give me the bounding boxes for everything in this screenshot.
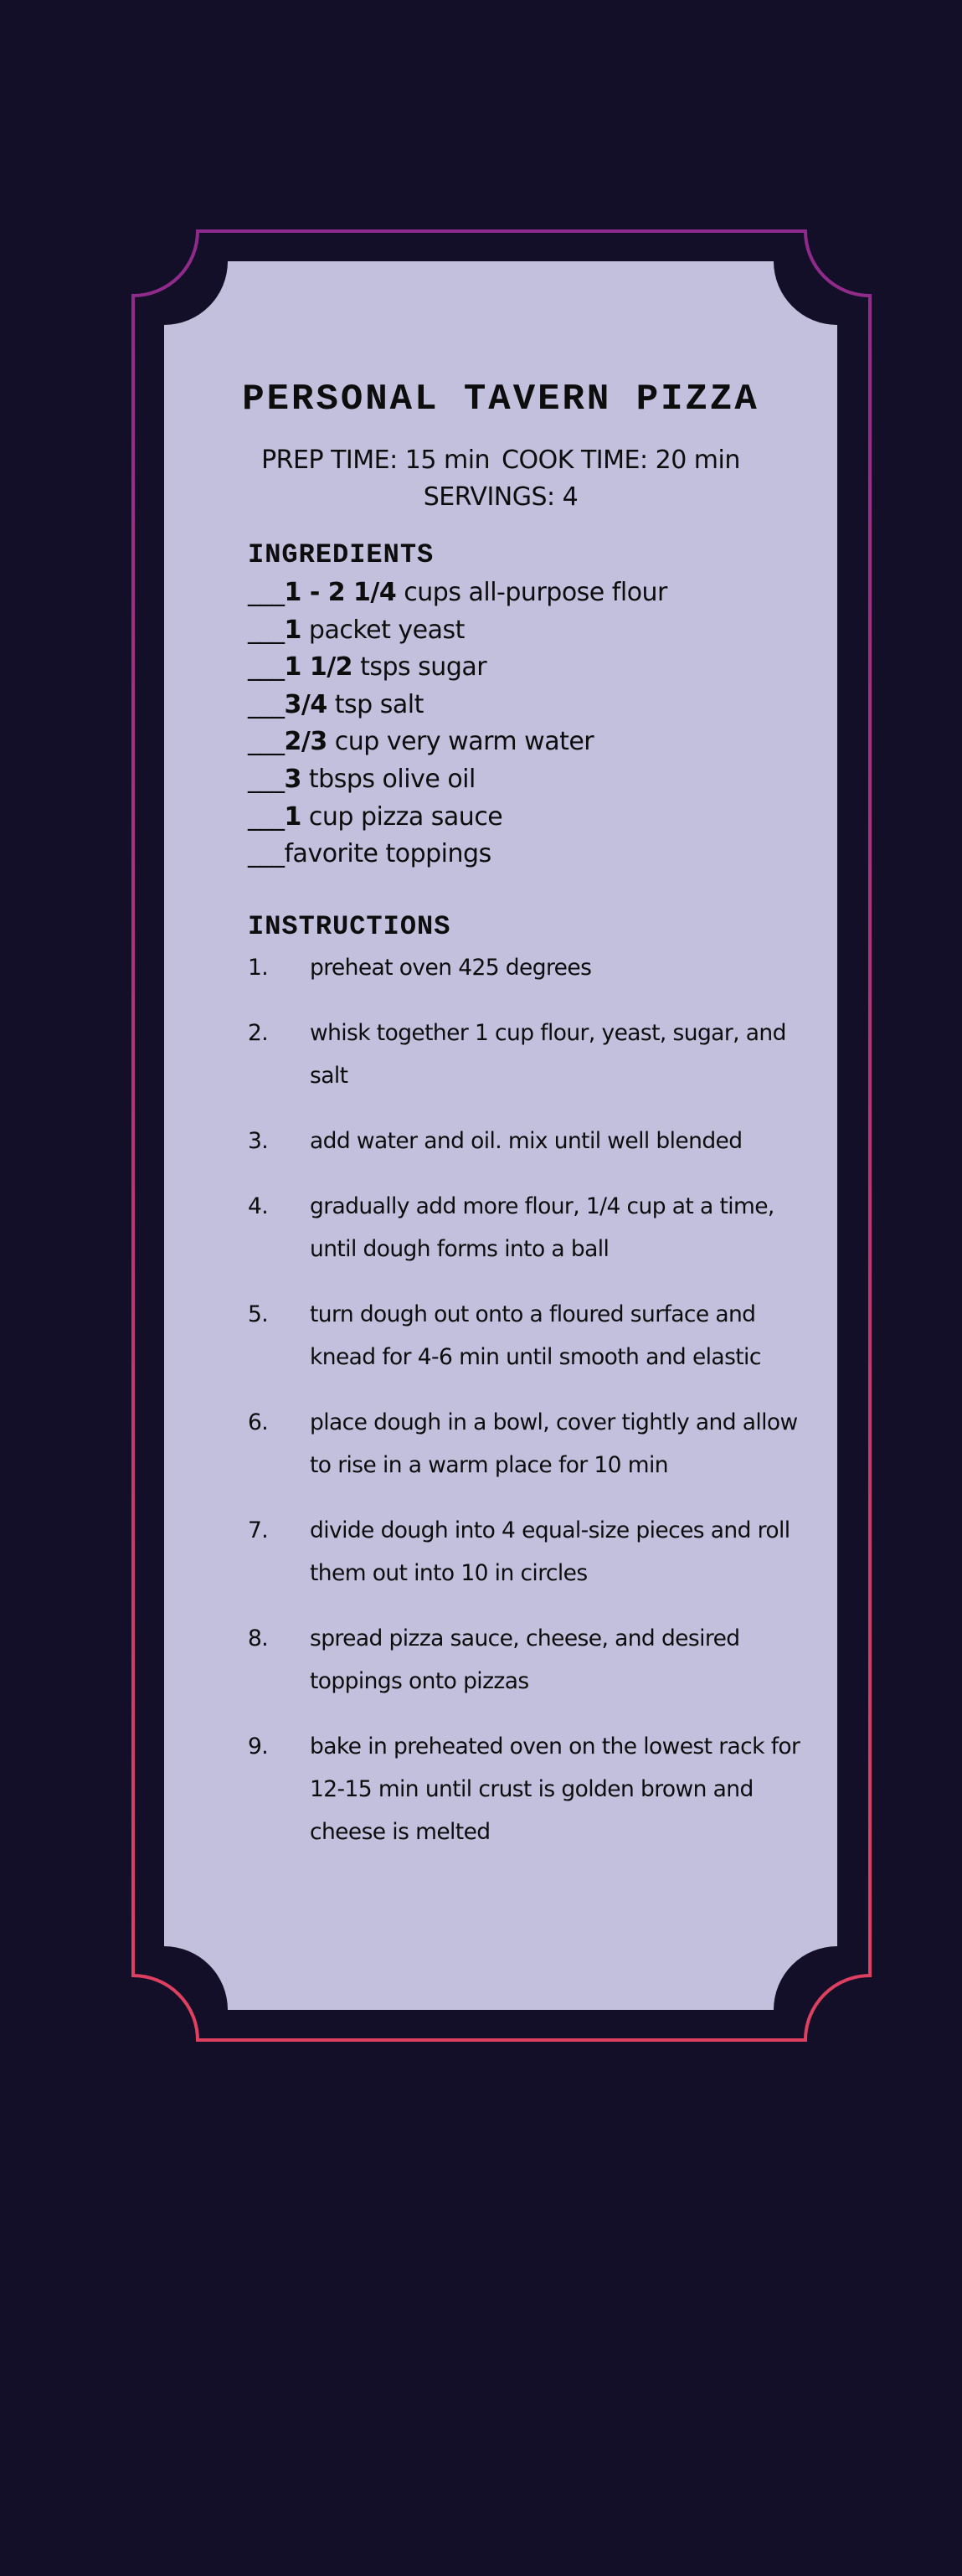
instruction-step — [248, 1509, 800, 1595]
ingredient-text: tbsps olive oil — [301, 764, 476, 794]
ingredient-qty: 2/3 — [284, 727, 327, 757]
instruction-step — [248, 1401, 800, 1486]
instructions-heading: INSTRUCTIONS — [248, 911, 451, 942]
ingredients-list — [248, 574, 817, 873]
step-text: add water and oil. mix until well blended — [310, 1128, 743, 1154]
servings: SERVINGS: 4 — [423, 482, 579, 512]
ingredient-text: cups all-purpose flour — [396, 578, 667, 607]
ingredient-text: tsps sugar — [352, 652, 487, 683]
step-number: 7. — [248, 1517, 269, 1543]
step-number: 4. — [248, 1193, 269, 1219]
cook-time: COOK TIME: 20 min — [502, 446, 740, 475]
step-text: gradually add more flour, 1/4 cup at a time, until dough forms into a ball — [310, 1193, 774, 1262]
step-number: 9. — [248, 1734, 269, 1759]
step-text: bake in preheated oven on the lowest rack for 12-15 min until crust is golden brown and cheese is melted — [310, 1734, 800, 1845]
ingredient-qty: 3 — [284, 764, 301, 794]
ingredient-text: packet yeast — [301, 615, 465, 645]
recipe-times — [164, 446, 837, 475]
step-number: 2. — [248, 1020, 269, 1046]
ingredient-blank: ___ — [248, 689, 285, 719]
step-number: 5. — [248, 1301, 269, 1327]
step-number: 3. — [248, 1128, 269, 1154]
ingredient-blank: ___ — [248, 764, 285, 794]
instruction-step — [248, 1012, 800, 1097]
ingredient-qty: 3/4 — [284, 689, 327, 719]
ingredient-qty: 1 1/2 — [284, 652, 353, 683]
ingredient-text: tsp salt — [327, 689, 424, 719]
ingredient-blank: ___ — [248, 801, 285, 832]
ingredient-blank: ___ — [248, 578, 285, 607]
ingredient-qty: 1 - 2 1/4 — [284, 578, 397, 607]
ingredient-blank: ___ — [248, 839, 285, 869]
ingredient-text: cup pizza sauce — [301, 801, 503, 832]
step-number: 8. — [248, 1625, 269, 1651]
ingredient-item — [248, 574, 817, 612]
step-text: spread pizza sauce, cheese, and desired toppings onto pizzas — [310, 1625, 740, 1694]
ingredient-item — [248, 761, 817, 799]
instruction-step — [248, 1293, 800, 1378]
ingredient-qty: 1 — [284, 615, 301, 645]
instruction-step — [248, 1725, 800, 1853]
step-text: turn dough out onto a floured surface and knead for 4-6 min until smooth and elastic — [310, 1301, 761, 1370]
ingredient-item — [248, 612, 817, 650]
ingredient-text: favorite toppings — [284, 839, 491, 869]
instruction-step — [248, 1185, 800, 1270]
ingredient-item — [248, 799, 817, 837]
step-text: divide dough into 4 equal-size pieces and roll them out into 10 in circles — [310, 1517, 790, 1586]
ingredient-item — [248, 649, 817, 687]
recipe-card — [164, 261, 837, 2010]
instruction-step — [248, 946, 800, 989]
ingredient-qty: 1 — [284, 801, 301, 832]
recipe-title: PERSONAL TAVERN PIZZA — [242, 379, 759, 420]
ingredient-item — [248, 724, 817, 761]
prep-time: PREP TIME: 15 min — [261, 446, 491, 475]
ingredient-blank: ___ — [248, 615, 285, 645]
ingredient-text: cup very warm water — [327, 727, 594, 757]
step-text: preheat oven 425 degrees — [310, 955, 592, 981]
instruction-step — [248, 1120, 800, 1162]
ingredient-blank: ___ — [248, 652, 285, 683]
instructions-list — [248, 946, 800, 1876]
ingredients-heading: INGREDIENTS — [248, 539, 435, 570]
step-text: place dough in a bowl, cover tightly and allow to rise in a warm place for 10 min — [310, 1409, 798, 1478]
ingredient-item — [248, 687, 817, 724]
instruction-step — [248, 1617, 800, 1703]
step-number: 6. — [248, 1409, 269, 1435]
ingredient-item — [248, 836, 817, 873]
step-number: 1. — [248, 955, 269, 981]
step-text: whisk together 1 cup flour, yeast, sugar, and salt — [310, 1020, 786, 1089]
ingredient-blank: ___ — [248, 727, 285, 757]
